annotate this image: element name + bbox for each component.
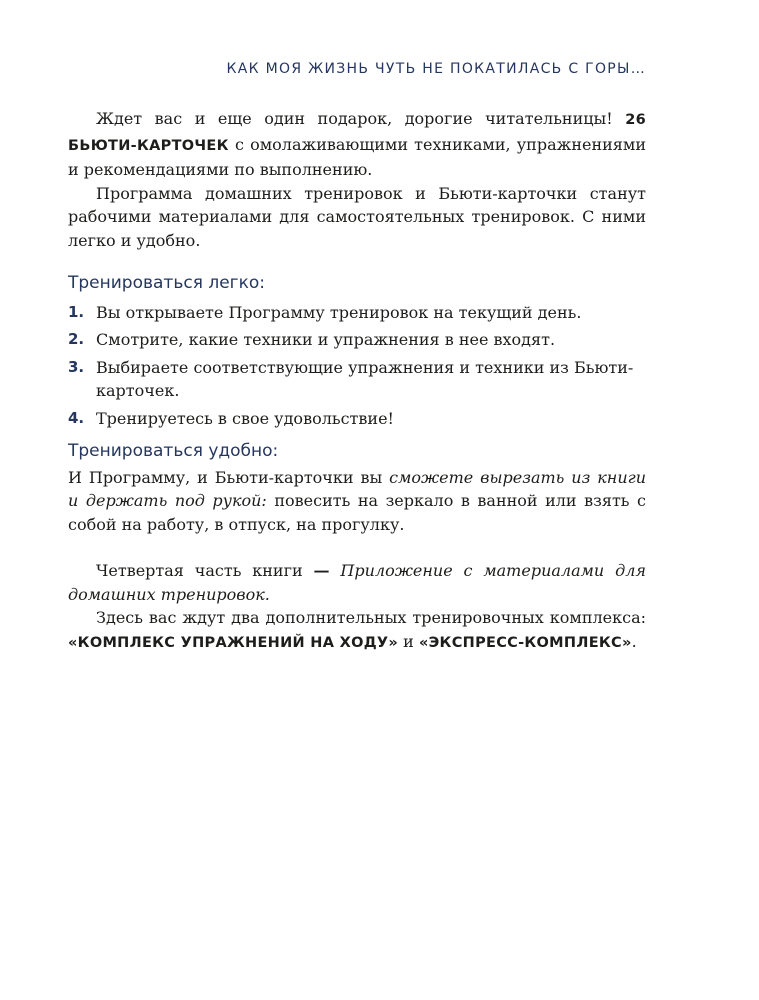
list-item-number: 2. xyxy=(68,330,85,348)
complex-on-the-go-title: «КОМПЛЕКС УПРАЖНЕНИЙ НА ХОДУ» xyxy=(68,634,399,651)
list-item-text: Выбираете соответствующие упражнения и техники из Бьюти-карточек. xyxy=(96,357,634,400)
list-item-number: 1. xyxy=(68,302,85,321)
paragraph-cut-out xyxy=(68,466,646,537)
paragraph-complexes-text: Здесь вас ждут два дополнительных тренировочных комплекса: xyxy=(96,608,646,627)
express-complex-title: «ЭКСПРЕСС-КОМПЛЕКС» xyxy=(418,634,632,651)
paragraph-complexes-period: . xyxy=(631,631,637,651)
section-heading-easy: Тренироваться легко: xyxy=(68,273,265,293)
em-dash: — xyxy=(313,561,330,580)
list-item-text: Тренируетесь в свое удовольствие! xyxy=(96,408,394,428)
running-head: КАК МОЯ ЖИЗНЬ ЧУТЬ НЕ ПОКАТИЛАСЬ С ГОРЫ… xyxy=(226,61,646,77)
paragraph-spacer xyxy=(68,536,646,559)
beauty-cards-emphasis: 26 БЬЮТИ-КАРТОЧЕК xyxy=(68,112,646,154)
appendix-title-italic: Приложение с материалами для домашних тренировок. xyxy=(68,561,646,604)
list-item xyxy=(68,301,646,325)
paragraph-gift xyxy=(68,107,646,182)
paragraph-complexes-and: и xyxy=(398,631,419,651)
list-item-text: Вы открываете Программу тренировок на текущий день. xyxy=(96,302,582,322)
section-heading-convenient: Тренироваться удобно: xyxy=(68,441,279,461)
paragraph-gift-text: Ждет вас и еще один подарок, дорогие читательницы! xyxy=(96,109,626,128)
paragraph-fourth-part xyxy=(68,559,646,606)
list-item-text: Смотрите, какие техники и упражнения в нее входят. xyxy=(96,330,556,349)
paragraph-program: Программа домашних тренировок и Бьюти-карточки станут рабочими материалами для самостоятельных тренировок. С ними легко и удобно. xyxy=(68,183,646,250)
paragraph-cut-out-text: И Программу, и Бьюти-карточки вы xyxy=(68,467,390,487)
paragraph-fourth-part-text: Четвертая часть книги xyxy=(96,561,314,580)
list-item xyxy=(68,328,646,352)
paragraph-cut-out-italic: сможете вырезать из книги и держать под рукой: xyxy=(68,467,647,510)
paragraph-complexes xyxy=(68,606,646,655)
steps-list xyxy=(68,301,646,431)
paragraph-gift-text-end: с омолаживающими техниками, упражнениями и рекомендациями по выполнению. xyxy=(68,134,646,179)
list-item-number: 3. xyxy=(68,357,85,376)
paragraph-cut-out-text-end: повесить на зеркало в ванной или взять с собой на работу, в отпуск, на прогулку. xyxy=(68,491,646,534)
list-item xyxy=(68,356,646,403)
body-text xyxy=(68,107,646,655)
list-item-number: 4. xyxy=(68,408,85,427)
paragraph-fourth-part-space xyxy=(330,561,341,580)
list-item xyxy=(68,407,646,431)
